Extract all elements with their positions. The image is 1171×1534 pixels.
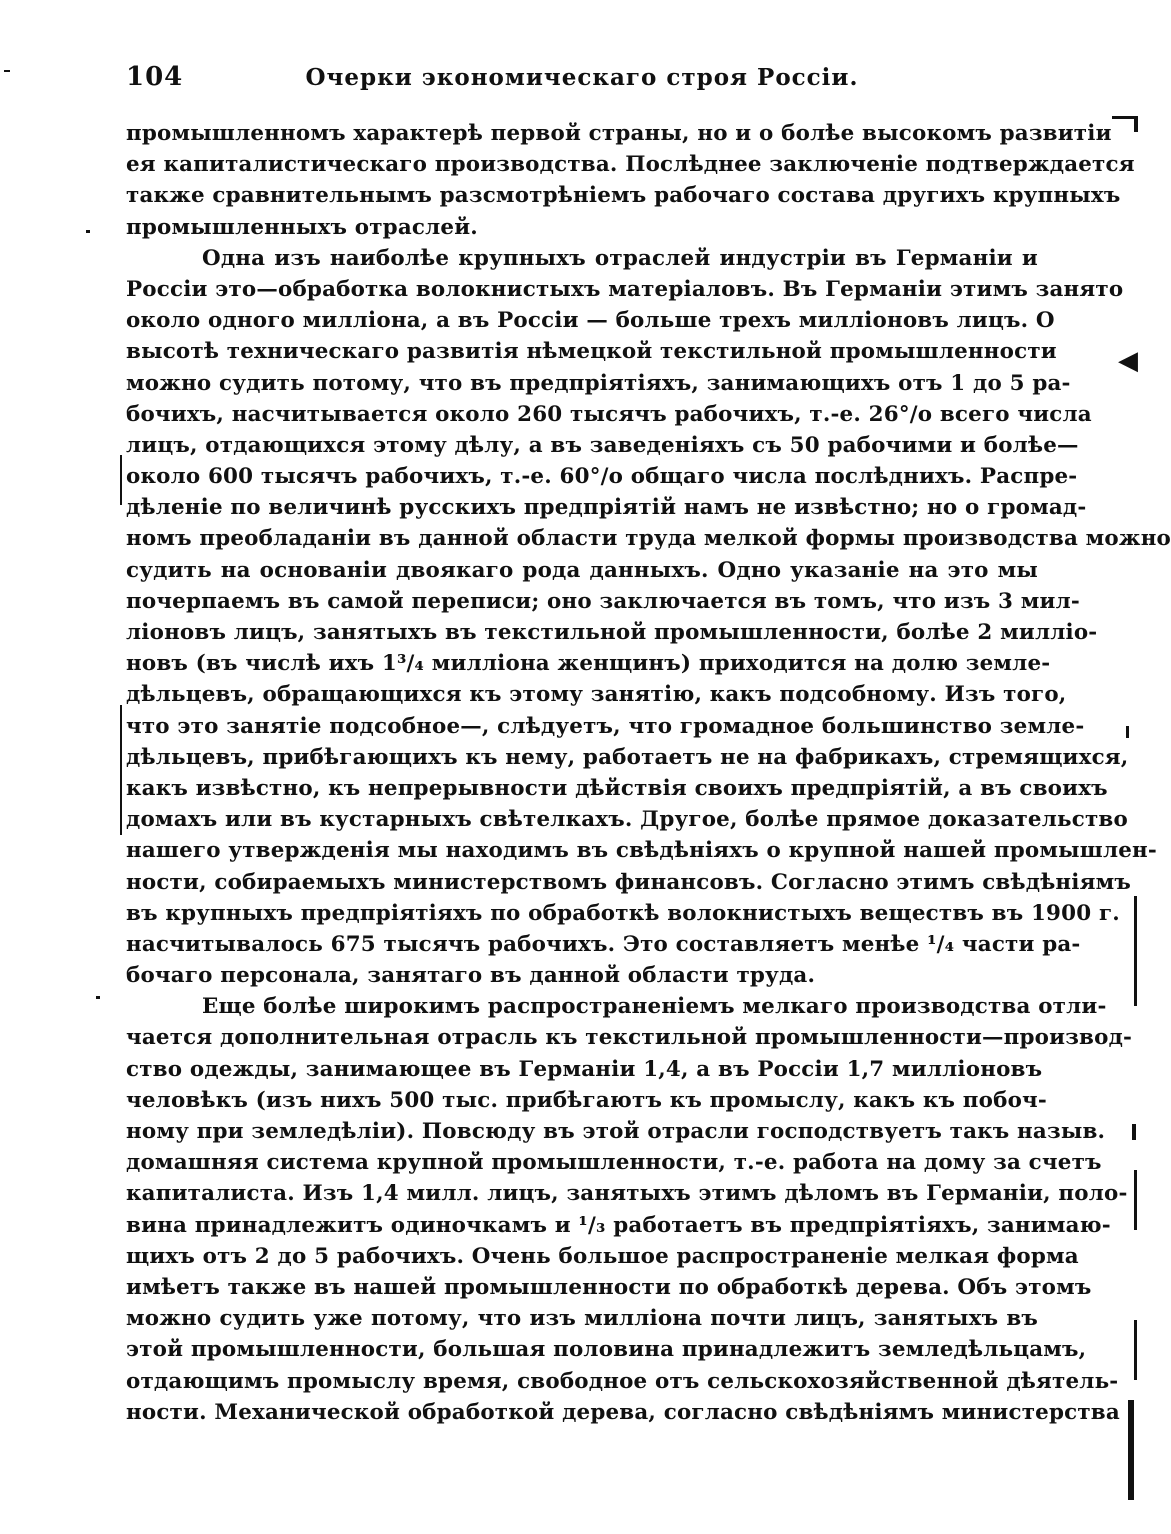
text-line: человѣкъ (изъ нихъ 500 тыс. прибѣгаютъ къ промыслу, какъ къ побоч- (126, 1087, 1047, 1113)
scan-mark (86, 230, 90, 233)
paragraph-first-line: Одна изъ наиболѣе крупныхъ отраслей индустріи въ Германіи и (202, 245, 1038, 271)
scan-mark (1134, 1320, 1137, 1380)
scan-mark: ◀ (1118, 346, 1138, 376)
scan-mark (1126, 726, 1129, 738)
text-line: что это занятіе подсобное—, слѣдуетъ, что громадное большинство земле- (126, 713, 1085, 739)
text-line: судить на основаніи двоякаго рода данныхъ. Одно указаніе на это мы (126, 557, 1038, 583)
text-line: высотѣ техническаго развитія нѣмецкой текстильной промышленности (126, 339, 1057, 365)
scan-mark (1132, 1124, 1136, 1140)
text-line: ея капиталистическаго производства. Послѣднее заключеніе подтверждается (126, 152, 1135, 178)
scan-mark (1112, 116, 1138, 119)
text-line: этой промышленности, большая половина принадлежитъ земледѣльцамъ, (126, 1337, 1087, 1363)
text-line: дѣльцевъ, обращающихся къ этому занятію, какъ подсобному. Изъ того, (126, 682, 1067, 708)
text-line: домашняя система крупной промышленности, т.-е. работа на дому за счетъ (126, 1150, 1102, 1176)
text-line: новъ (въ числѣ ихъ 1³/₄ милліона женщинъ) приходится на долю земле- (126, 651, 1051, 677)
text-line: промышленномъ характерѣ первой страны, но и о болѣе высокомъ развитіи (126, 121, 1112, 146)
paragraph-first-line: Еще болѣе широкимъ распространеніемъ мелкаго производства отли- (202, 994, 1107, 1020)
scan-mark (1134, 118, 1138, 132)
text-line: ліоновъ лицъ, занятыхъ въ текстильной промышленности, болѣе 2 милліо- (126, 620, 1098, 645)
page-header (126, 62, 1038, 102)
text-line: ности, собираемыхъ министерствомъ финансовъ. Согласно этимъ свѣдѣніямъ (126, 869, 1132, 895)
scan-mark (4, 70, 10, 72)
text-line: насчитывалось 675 тысячъ рабочихъ. Это составляетъ менѣе ¹/₄ части ра- (126, 931, 1081, 957)
text-line: почерпаемъ въ самой переписи; оно заключается въ томъ, что изъ 3 мил- (126, 588, 1080, 614)
scan-mark (1128, 1400, 1134, 1500)
text-line: имѣетъ также въ нашей промышленности по обработкѣ дерева. Объ этомъ (126, 1274, 1092, 1300)
text-line: около 600 тысячъ рабочихъ, т.-е. 60°/о общаго числа послѣднихъ. Распре- (126, 464, 1078, 490)
text-line: нашего утвержденія мы находимъ въ свѣдѣніяхъ о крупной нашей промышлен- (126, 838, 1157, 864)
text-line: можно судить потому, что въ предпріятіяхъ, занимающихъ отъ 1 до 5 ра- (126, 370, 1071, 396)
text-line: номъ преобладаніи въ данной области труда мелкой формы производства можно (126, 526, 1171, 552)
text-line: отдающимъ промыслу время, свободное отъ сельскохозяйственной дѣятель- (126, 1368, 1119, 1394)
page-number: 104 (126, 62, 184, 92)
text-line: бочихъ, насчитывается около 260 тысячъ рабочихъ, т.-е. 26°/о всего числа (126, 401, 1092, 427)
text-line: капиталиста. Изъ 1,4 милл. лицъ, занятыхъ этимъ дѣломъ въ Германіи, поло- (126, 1181, 1128, 1207)
scan-mark (1134, 1170, 1137, 1230)
scan-mark (96, 996, 100, 999)
scan-mark (120, 705, 122, 835)
text-line: щихъ отъ 2 до 5 рабочихъ. Очень большое распространеніе мелкая форма (126, 1243, 1079, 1269)
text-line: лицъ, отдающихся этому дѣлу, а въ заведеніяхъ съ 50 рабочими и болѣе— (126, 432, 1079, 458)
text-line: ности. Механической обработкой дерева, согласно свѣдѣніямъ министерства (126, 1399, 1120, 1425)
text-line: можно судить уже потому, что изъ милліона почти лицъ, занятыхъ въ (126, 1306, 1038, 1332)
text-line: ному при земледѣліи). Повсюду въ этой отрасли господствуетъ такъ назыв. (126, 1119, 1106, 1144)
text-line: промышленныхъ отраслей. (126, 214, 478, 240)
text-line: какъ извѣстно, къ непрерывности дѣйствія своихъ предпріятій, а въ своихъ (126, 775, 1108, 801)
text-line: дѣльцевъ, прибѣгающихъ къ нему, работаетъ не на фабрикахъ, стремящихся, (126, 744, 1129, 770)
scan-mark (1134, 896, 1137, 1006)
text-line: чается дополнительная отрасль къ текстильной промышленности—производ- (126, 1025, 1133, 1051)
text-line: около одного милліона, а въ Россіи — больше трехъ милліоновъ лицъ. О (126, 308, 1055, 334)
text-line: дѣленіе по величинѣ русскихъ предпріятій намъ не извѣстно; но о громад- (126, 495, 1087, 521)
text-line: ство одежды, занимающее въ Германіи 1,4, а въ Россіи 1,7 милліоновъ (126, 1056, 1043, 1082)
body-text (126, 118, 1171, 1428)
text-line: домахъ или въ кустарныхъ свѣтелкахъ. Другое, болѣе прямое доказательство (126, 807, 1128, 833)
text-line: Россіи это—обработка волокнистыхъ матеріаловъ. Въ Германіи этимъ занято (126, 276, 1124, 302)
text-line: также сравнительнымъ разсмотрѣніемъ рабочаго состава другихъ крупныхъ (126, 183, 1121, 209)
scan-mark (120, 455, 122, 505)
text-line: въ крупныхъ предпріятіяхъ по обработкѣ волокнистыхъ веществъ въ 1900 г. (126, 900, 1120, 926)
text-line: вина принадлежитъ одиночкамъ и ¹/₃ работаетъ въ предпріятіяхъ, занимаю- (126, 1212, 1111, 1238)
text-line: бочаго персонала, занятаго въ данной области труда. (126, 963, 816, 989)
running-title: Очерки экономическаго строя Россіи. (305, 64, 859, 91)
